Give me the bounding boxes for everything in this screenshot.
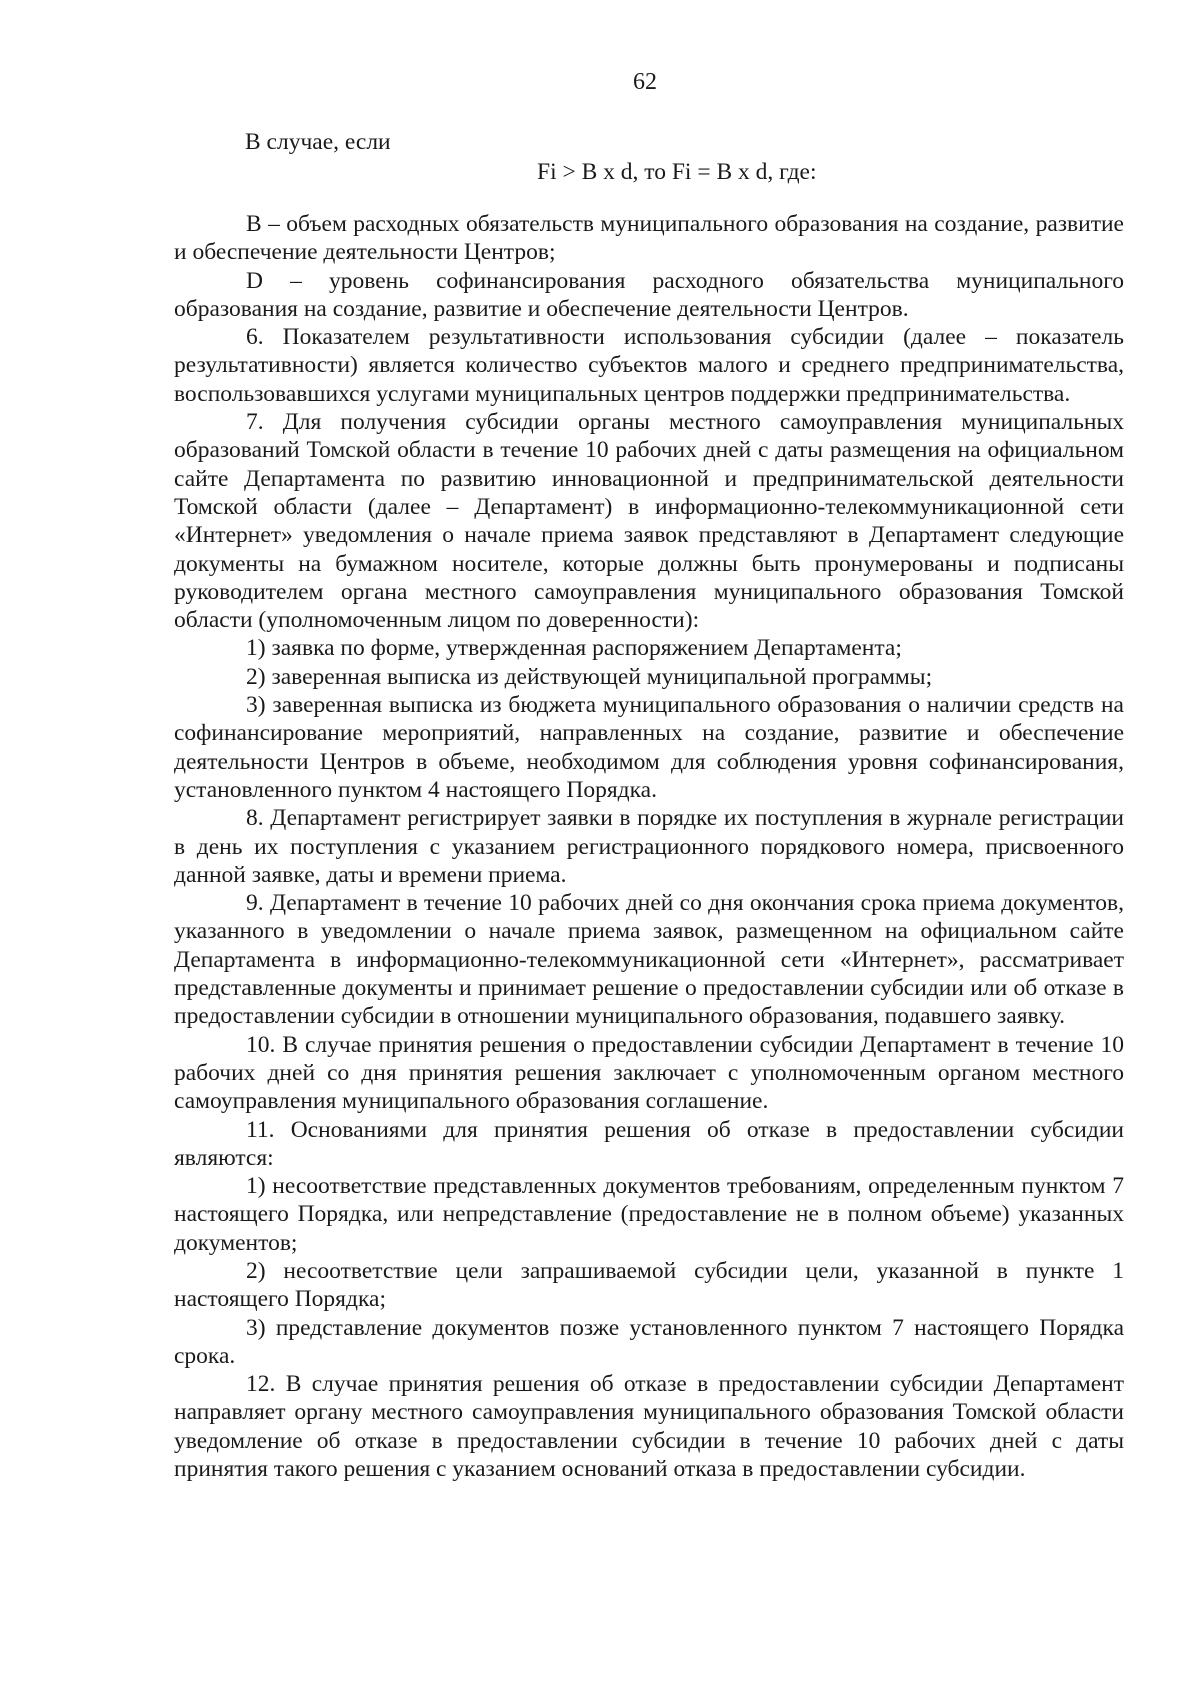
paragraph: 10. В случае принятия решения о предоставлении субсидии Департамент в течение 10 рабочих дней со дня принятия решения заключает с уполномоченным органом местного самоуправления муниципального образования соглашение. bbox=[174, 1031, 1124, 1115]
paragraph: B – объем расходных обязательств муниципального образования на создание, развитие и обеспечение деятельности Центров; bbox=[174, 211, 1124, 266]
paragraph: 8. Департамент регистрирует заявки в порядке их поступления в журнале регистрации в день их поступления с указанием регистрационного порядкового номера, присвоенного данной заявке, даты и времени приема. bbox=[174, 805, 1124, 888]
list-item: 2) заверенная выписка из действующей муниципальной программы; bbox=[246, 663, 933, 690]
list-item: 2) несоответствие цели запрашиваемой субсидии цели, указанной в пункте 1 настоящего Порядка; bbox=[174, 1257, 1124, 1313]
intro-line: В случае, если bbox=[245, 129, 391, 155]
paragraph: 12. В случае принятия решения об отказе в предоставлении субсидии Департамент направляет органу местного самоуправления муниципального образования Томской области уведомление об отказе в предоставлении субсидии в течение 10 рабочих дней с даты принятия такого решения с указанием оснований отказа в предоставлении субсидии. bbox=[174, 1371, 1124, 1483]
paragraph: 7. Для получения субсидии органы местного самоуправления муниципальных образований Томской области в течение 10 рабочих дней с даты размещения на официальном сайте Департамента по развитию инновационной и предпринимательской деятельности Томской области (далее – Департамент) в информационно-телекоммуникационной сети «Интернет» уведомления о начале приема заявок представляют в Департамент следующие документы на бумажном носителе, которые должны быть пронумерованы и подписаны руководителем органа местного самоуправления муниципального образования Томской области (уполномоченным лицом по доверенности): bbox=[174, 409, 1124, 634]
paragraph: D – уровень софинансирования расходного обязательства муниципального образования на создание, развитие и обеспечение деятельности Центров. bbox=[174, 267, 1124, 322]
page-number: 62 bbox=[633, 69, 657, 95]
paragraph: 6. Показателем результативности использования субсидии (далее – показатель результативности) является количество субъектов малого и среднего предпринимательства, воспользовавшихся услугами муниципальных центров поддержки предпринимательства. bbox=[174, 324, 1124, 407]
paragraph: 9. Департамент в течение 10 рабочих дней со дня окончания срока приема документов, указанного в уведомлении о начале приема заявок, размещенном на официальном сайте Департамента в информационно-телекоммуникационной сети «Интернет», рассматривает представленные документы и принимает решение о предоставлении субсидии или об отказе в предоставлении субсидии в отношении муниципального образования, подавшего заявку. bbox=[174, 890, 1124, 1030]
list-item: 1) заявка по форме, утвержденная распоряжением Департамента; bbox=[246, 635, 902, 662]
list-item: 3) заверенная выписка из бюджета муниципального образования о наличии средств на софинансирование мероприятий, направленных на создание, развитие и обеспечение деятельности Центров в объеме, необходимом для соблюдения уровня софинансирования, установленного пунктом 4 настоящего Порядка. bbox=[174, 692, 1124, 803]
document-body bbox=[174, 210, 1124, 1483]
paragraph: 11. Основаниями для принятия решения об отказе в предоставлении субсидии являются: bbox=[174, 1116, 1124, 1171]
list-item: 3) представление документов позже установленного пунктом 7 настоящего Порядка срока. bbox=[174, 1314, 1124, 1369]
formula-line: Fi > B x d, то Fi = B x d, где: bbox=[537, 159, 817, 185]
list-item: 1) несоответствие представленных документов требованиям, определенным пунктом 7 настоящего Порядка, или непредставление (предоставление не в полном объеме) указанных документов; bbox=[174, 1173, 1124, 1256]
